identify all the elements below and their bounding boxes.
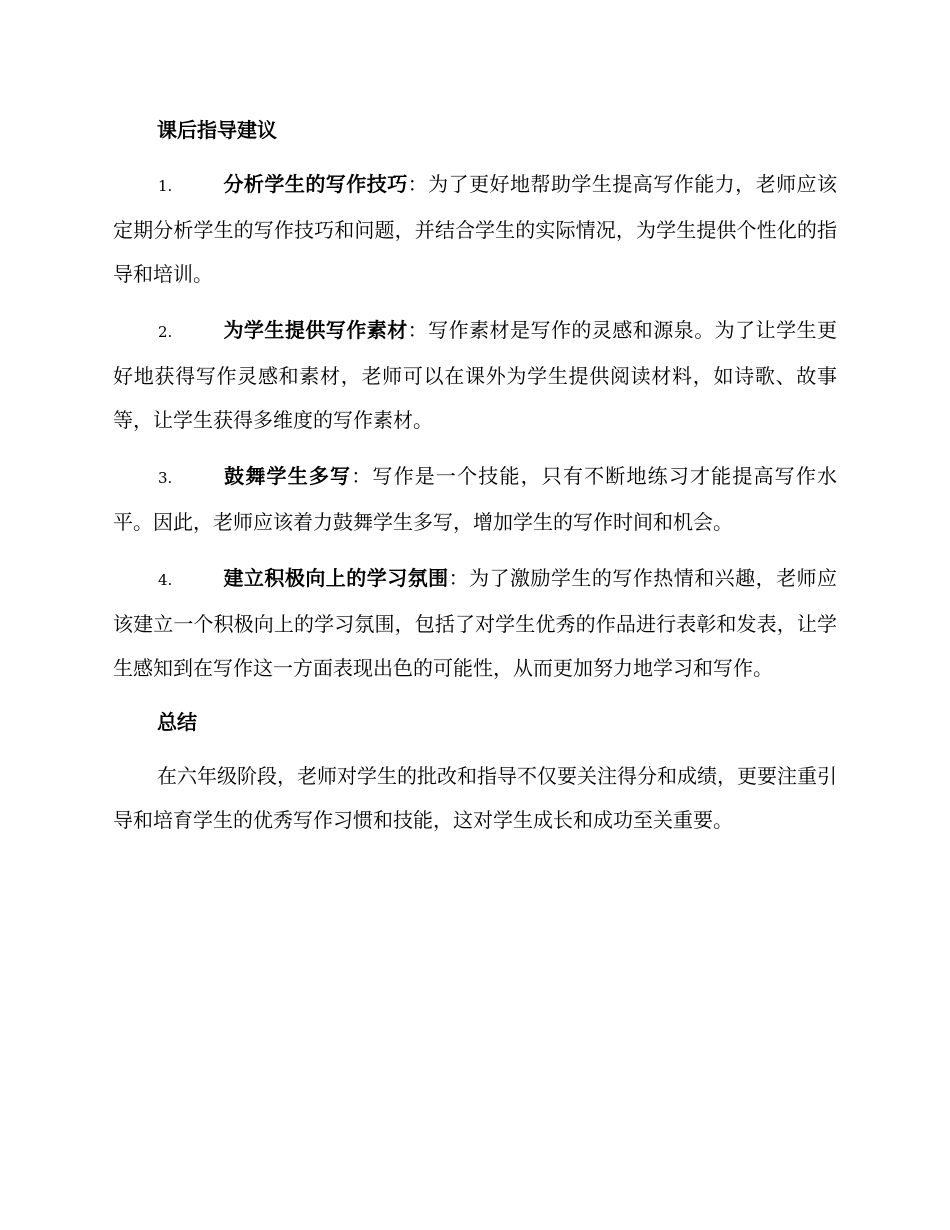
list-item-number: 4. (158, 571, 173, 589)
list-item-number: 2. (158, 323, 173, 341)
document-page (113, 110, 837, 842)
list-item (113, 556, 837, 690)
list-item (113, 162, 837, 296)
list-item-text: 写作是一个技能，只有不断地练习才能提高写作水平。因此，老师应该着力鼓舞学生多写，增加学生的写作时间和机会。 (113, 464, 838, 534)
summary-heading: 总结 (157, 710, 197, 734)
list-item-title: 建立积极向上的学习氛围 (223, 566, 449, 590)
list-item-title: 为学生提供写作素材 (223, 318, 408, 342)
list-item-separator: ： (407, 172, 429, 196)
section-heading: 课后指导建议 (157, 118, 277, 142)
list-item-number: 1. (158, 177, 173, 195)
list-item-title: 鼓舞学生多写 (223, 464, 352, 488)
list-item-separator: ： (407, 318, 429, 342)
list-item (113, 454, 837, 544)
list-item (113, 308, 837, 442)
list-item-text: 为了更好地帮助学生提高写作能力，老师应该定期分析学生的写作技巧和问题，并结合学生的实际情况，为学生提供个性化的指导和培训。 (113, 172, 838, 286)
list-item-text: 写作素材是写作的灵感和源泉。为了让学生更好地获得写作灵感和素材，老师可以在课外为学生提供阅读材料，如诗歌、故事等，让学生获得多维度的写作素材。 (113, 318, 838, 432)
summary-paragraph: 在六年级阶段，老师对学生的批改和指导不仅要关注得分和成绩，更要注重引导和培育学生的优秀写作习惯和技能，这对学生成长和成功至关重要。 (113, 764, 837, 832)
list-item-separator: ： (448, 566, 470, 590)
list-item-separator: ： (351, 464, 373, 488)
list-item-title: 分析学生的写作技巧 (223, 172, 408, 196)
list-item-number: 3. (158, 469, 173, 487)
list-item-text: 为了激励学生的写作热情和兴趣，老师应该建立一个积极向上的学习氛围，包括了对学生优秀的作品进行表彰和发表，让学生感知到在写作这一方面表现出色的可能性，从而更加努力地学习和写作。 (113, 566, 838, 680)
